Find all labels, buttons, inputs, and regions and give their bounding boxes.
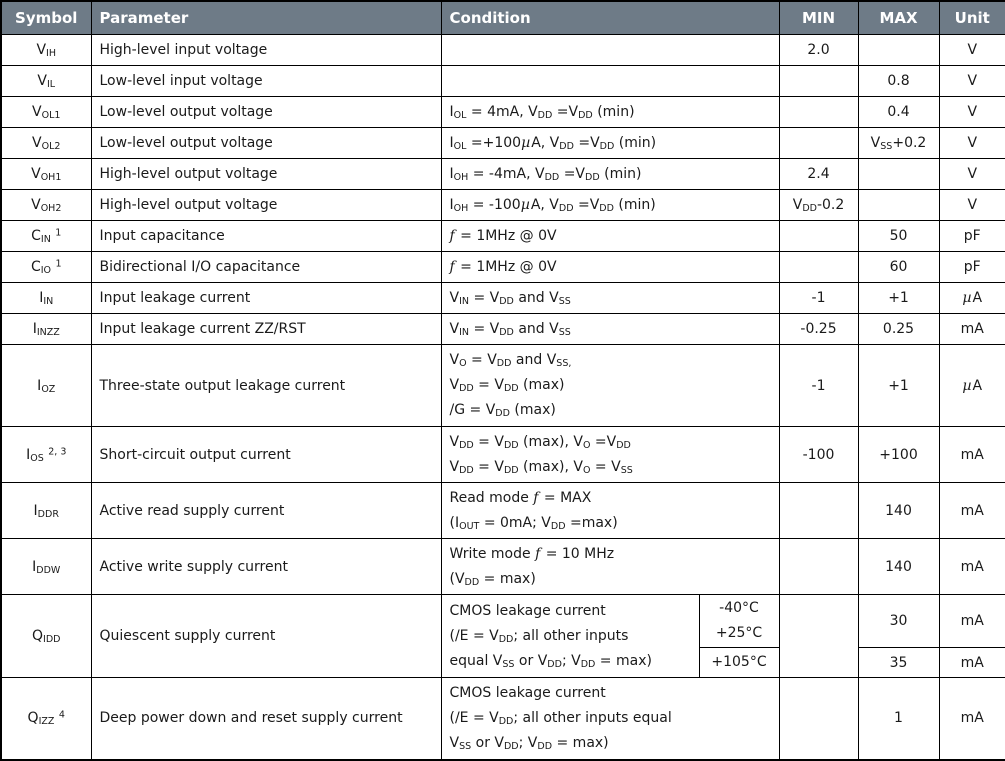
table-row [1,483,1005,539]
table-row [1,539,1005,595]
max-cell: 0.4 [858,97,939,128]
parameter-cell: Short-circuit output current [91,427,441,483]
symbol-cell: $V_{IH}$ [1,35,91,66]
parameter-cell: Input leakage current ZZ/RST [91,314,441,345]
min-cell: -100 [779,427,858,483]
parameter-cell: Low-level output voltage [91,97,441,128]
header-symbol: Symbol [1,1,91,35]
condition-cell: f = 1MHz @ 0V [441,252,779,283]
min-cell [779,678,858,760]
parameter-cell: Low-level input voltage [91,66,441,97]
symbol-cell: $I_{DDR}$ [1,483,91,539]
unit-cell: V [939,66,1005,97]
unit-cell: V [939,159,1005,190]
parameter-cell: Deep power down and reset supply current [91,678,441,760]
condition-cell: CMOS leakage current ($/E = V_{DD}$; all other inputs equal $V_{SS}$ or $V_{DD}$; $V_{DD} = \max$) [441,595,699,678]
min-cell [779,595,858,678]
symbol-cell: $I_{IN}$ [1,283,91,314]
table-row [1,595,1005,648]
unit-cell: V [939,128,1005,159]
min-cell [779,128,858,159]
condition-cell [441,66,779,97]
unit-cell: V [939,190,1005,221]
condition-cell: Read mode f = MAX ($I_{OUT} = 0mA$; $V_{DD} =\max$) [441,483,779,539]
condition-cell: Write mode f = 10 MHz $(V_{DD} = \max)$ [441,539,779,595]
symbol-cell: $V_{OH1}$ [1,159,91,190]
header-row [1,1,1005,35]
condition-cell: $I_{OH} = -4mA$, $V_{DD} =V_{DD}$ (min) [441,159,779,190]
header-max: MAX [858,1,939,35]
min-cell: -0.25 [779,314,858,345]
max-cell: 60 [858,252,939,283]
table-row [1,159,1005,190]
symbol-cell: $I_{DDW}$ [1,539,91,595]
table-row [1,283,1005,314]
max-cell [858,190,939,221]
symbol-cell: $I_{OS}$ $^{2, 3}$ [1,427,91,483]
unit-cell: pF [939,221,1005,252]
table-row [1,252,1005,283]
condition-cell: $V_{IN} = V_{DD}$ and $V_{SS}$ [441,314,779,345]
header-min: MIN [779,1,858,35]
table-row [1,66,1005,97]
max-cell: +100 [858,427,939,483]
max-cell: 0.8 [858,66,939,97]
unit-cell: mA [939,648,1005,678]
table-row [1,427,1005,483]
table-row [1,221,1005,252]
header-condition: Condition [441,1,779,35]
symbol-cell: $C_{IO}$ $^1$ [1,252,91,283]
parameter-cell: High-level output voltage [91,190,441,221]
unit-cell: µA [939,345,1005,427]
max-cell: 140 [858,539,939,595]
symbol-cell: $I_{INZZ}$ [1,314,91,345]
symbol-cell: $Q_{IDD}$ [1,595,91,678]
max-cell: $V_{SS}+0.2$ [858,128,939,159]
parameter-cell: Input capacitance [91,221,441,252]
min-cell: 2.4 [779,159,858,190]
table-row [1,35,1005,66]
symbol-cell: $I_{OZ}$ [1,345,91,427]
unit-cell: V [939,35,1005,66]
parameter-cell: Quiescent supply current [91,595,441,678]
symbol-cell: $V_{IL}$ [1,66,91,97]
condition-cell [441,35,779,66]
symbol-cell: $Q_{IZZ}$ $^4$ [1,678,91,760]
max-cell [858,35,939,66]
max-cell: +1 [858,345,939,427]
max-cell: 35 [858,648,939,678]
unit-cell: mA [939,539,1005,595]
unit-cell: V [939,97,1005,128]
min-cell: -1 [779,345,858,427]
condition-cell: $I_{OL} =+100\mu A$, $V_{DD} =V_{DD}$ (min) [441,128,779,159]
unit-cell: mA [939,483,1005,539]
symbol-cell: $V_{OH2}$ [1,190,91,221]
symbol-cell: $V_{OL2}$ [1,128,91,159]
temperature-cell: -40°C +25°C [699,595,779,648]
table-row [1,128,1005,159]
table-row [1,678,1005,760]
unit-cell: mA [939,678,1005,760]
symbol-cell: $V_{OL1}$ [1,97,91,128]
max-cell: 50 [858,221,939,252]
table-row [1,190,1005,221]
min-cell [779,221,858,252]
parameter-cell: High-level input voltage [91,35,441,66]
condition-cell: $V_O = V_{DD}$ and $V_{SS,}$ $V_{DD} = V_{DD}$ (max) $/G = V_{DD}$ (max) [441,345,779,427]
max-cell: 0.25 [858,314,939,345]
header-parameter: Parameter [91,1,441,35]
parameter-cell: Active write supply current [91,539,441,595]
max-cell: +1 [858,283,939,314]
table-row [1,314,1005,345]
max-cell [858,159,939,190]
max-cell: 1 [858,678,939,760]
parameter-cell: Active read supply current [91,483,441,539]
max-cell: 140 [858,483,939,539]
min-cell [779,66,858,97]
condition-cell: CMOS leakage current ($/E = V_{DD}$; all other inputs equal $V_{SS}$ or $V_{DD}$; $V_{DD} = \max$) [441,678,779,760]
unit-cell: µA [939,283,1005,314]
min-cell [779,539,858,595]
parameter-cell: Bidirectional I/O capacitance [91,252,441,283]
unit-cell: mA [939,427,1005,483]
min-cell: $V_{DD}-0.2$ [779,190,858,221]
parameter-cell: Low-level output voltage [91,128,441,159]
parameter-cell: High-level output voltage [91,159,441,190]
condition-cell: $V_{DD} = V_{DD}$ (max), $V_O =V_{DD}$ $V_{DD} = V_{DD}$ (max), $V_O = V_{SS}$ [441,427,779,483]
table-body [1,35,1005,760]
parameter-cell: Input leakage current [91,283,441,314]
table-row [1,97,1005,128]
condition-cell: $V_{IN} = V_{DD}$ and $V_{SS}$ [441,283,779,314]
condition-cell: $I_{OL} = 4mA$, $V_{DD} =V_{DD}$ (min) [441,97,779,128]
table-row [1,345,1005,427]
temperature-cell: +105°C [699,648,779,678]
min-cell [779,252,858,283]
unit-cell: pF [939,252,1005,283]
max-cell: 30 [858,595,939,648]
min-cell [779,483,858,539]
symbol-cell: $C_{IN}$ $^1$ [1,221,91,252]
parameter-cell: Three-state output leakage current [91,345,441,427]
condition-cell: $I_{OH} = -100\mu A$, $V_{DD} =V_{DD}$ (min) [441,190,779,221]
condition-cell: f = 1MHz @ 0V [441,221,779,252]
header-unit: Unit [939,1,1005,35]
unit-cell: mA [939,595,1005,648]
min-cell [779,97,858,128]
min-cell: 2.0 [779,35,858,66]
min-cell: -1 [779,283,858,314]
unit-cell: mA [939,314,1005,345]
